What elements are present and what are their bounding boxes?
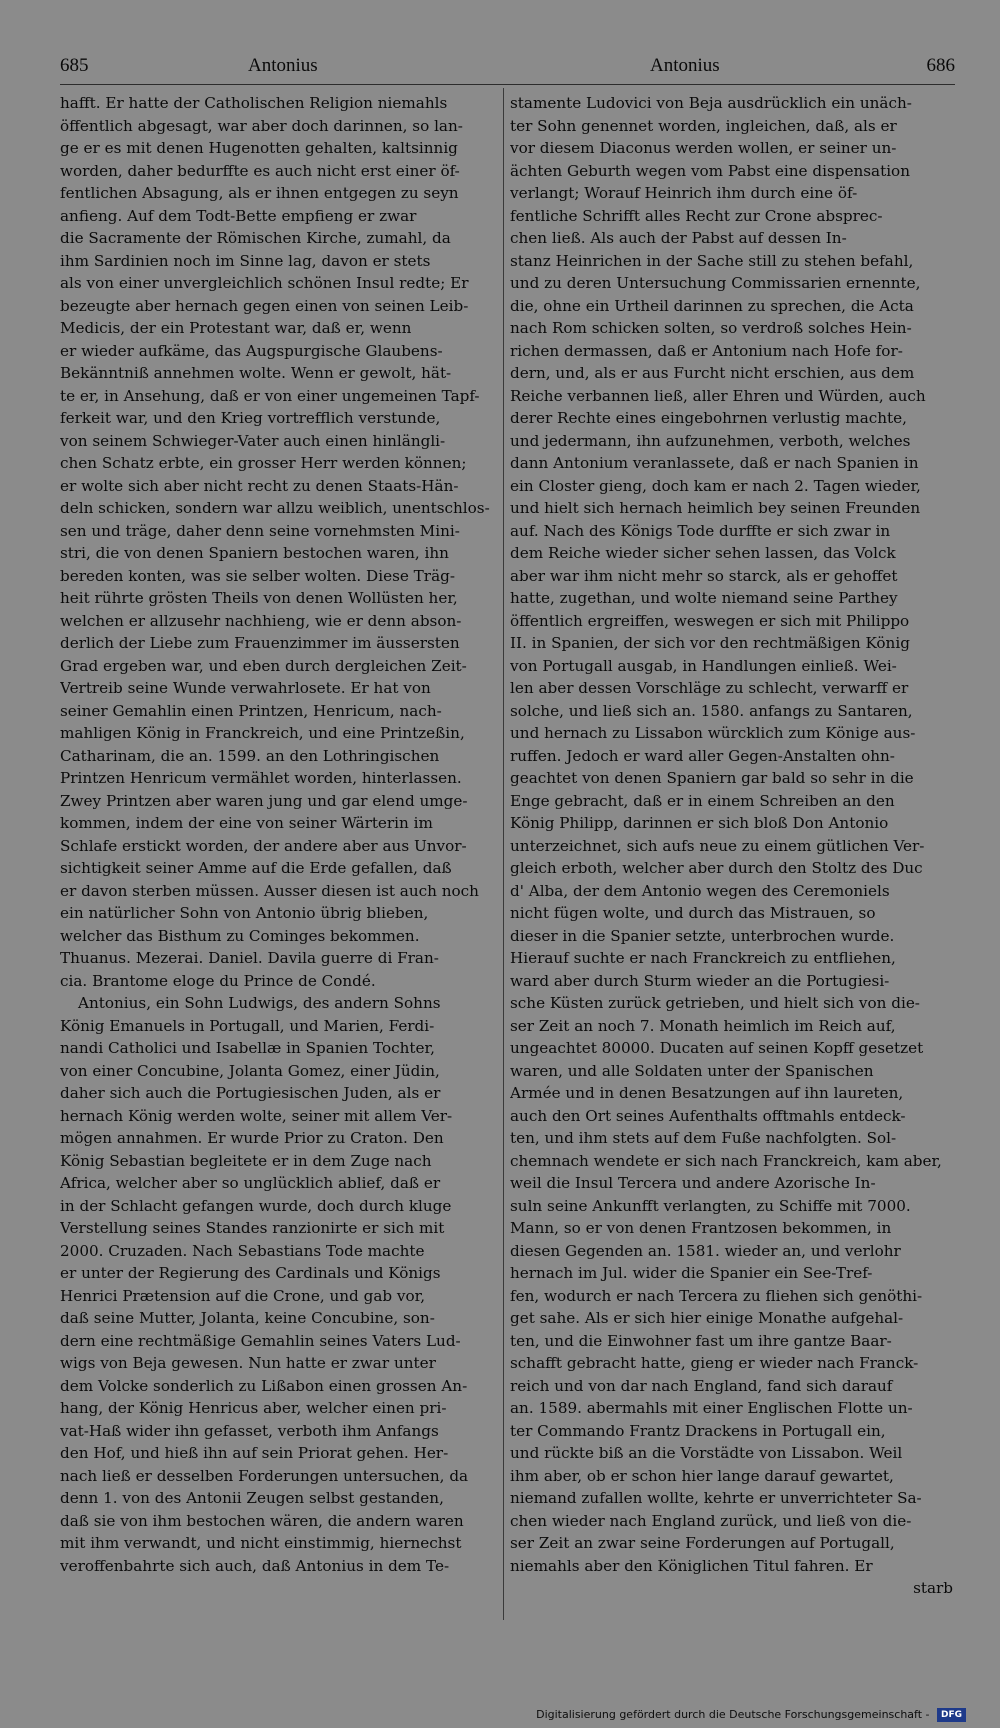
text-line: reich und von dar nach England, fand sich darauf: [510, 1376, 893, 1395]
text-line: dern eine rechtmäßige Gemahlin seines Vaters Lud-: [60, 1331, 461, 1350]
text-line: bereden konten, was sie selber wolten. Diese Träg-: [60, 566, 455, 585]
text-line: cia. Brantome eloge du Prince de Condé.: [60, 971, 376, 990]
text-line: welcher das Bisthum zu Cominges bekommen.: [60, 926, 420, 945]
text-line: in der Schlacht gefangen wurde, doch durch kluge: [60, 1196, 452, 1215]
text-line: Bekänntniß annehmen wolte. Wenn er gewolt, hät-: [60, 364, 452, 382]
text-line: len aber dessen Vorschläge zu schlecht, verwarff er: [510, 679, 909, 697]
text-line: er davon sterben müssen. Ausser diesen ist auch noch: [60, 881, 479, 900]
running-title-left: Antonius: [248, 55, 318, 76]
text-line: dem Volcke sonderlich zu Lißabon einen grossen An-: [60, 1376, 468, 1395]
text-line: Vertreib seine Wunde verwahrlosete. Er hat von: [60, 679, 431, 697]
text-line: ter Commando Frantz Drackens in Portugall ein,: [510, 1421, 886, 1440]
text-line: und rückte biß an die Vorstädte von Lissabon. Weil: [510, 1444, 903, 1462]
text-line: daß sie von ihm bestochen wären, die andern waren: [60, 1511, 464, 1530]
text-line: fen, wodurch er nach Tercera zu fliehen sich genöthi-: [510, 1286, 923, 1305]
text-line: die, ohne ein Urtheil darinnen zu sprechen, die Acta: [510, 296, 914, 315]
text-line: chen ließ. Als auch der Pabst auf dessen In-: [510, 229, 847, 247]
text-line: er unter der Regierung des Cardinals und Königs: [60, 1264, 441, 1282]
text-line: get sahe. Als er sich hier einige Monathe aufgehal-: [510, 1309, 904, 1327]
text-line: Armée und in denen Besatzungen auf ihn laureten,: [510, 1084, 904, 1102]
text-line: hatte, zugethan, und wolte niemand seine Parthey: [510, 589, 898, 607]
dfg-logo: DFG: [937, 1708, 966, 1722]
text-line: Zwey Printzen aber waren jung und gar elend umge-: [60, 791, 468, 810]
text-line: heit rührte grösten Theils von denen Wollüsten her,: [60, 589, 458, 607]
text-line: waren, und alle Soldaten unter der Spanischen: [510, 1061, 874, 1080]
text-line: stanz Heinrichen in der Sache still zu stehen befahl,: [510, 251, 914, 270]
text-line: von Portugall ausgab, in Handlungen einließ. Wei-: [510, 656, 897, 675]
text-line: ward aber durch Sturm wieder an die Portugiesi-: [510, 971, 890, 990]
footer-text: Digitalisierung gefördert durch die Deutsche Forschungsgemeinschaft -: [536, 1708, 930, 1721]
text-line: nicht fügen wolte, und durch das Mistrauen, so: [510, 904, 876, 922]
text-line: als von einer unvergleichlich schönen Insul redte; Er: [60, 274, 469, 292]
text-line: te er, in Ansehung, daß er von einer ungemeinen Tapf-: [60, 386, 480, 405]
text-line: geachtet von denen Spaniern gar bald so sehr in die: [510, 769, 914, 787]
text-line: Hierauf suchte er nach Franckreich zu entfliehen,: [510, 949, 896, 967]
text-line: Thuanus. Mezerai. Daniel. Davila guerre di Fran-: [60, 949, 439, 967]
text-line: und hernach zu Lissabon würcklich zum Könige aus-: [510, 724, 916, 742]
text-line: gleich erboth, welcher aber durch den Stoltz des Duc: [510, 859, 923, 877]
text-line: ihm Sardinien noch im Sinne lag, davon er stets: [60, 251, 431, 270]
text-line: chen Schatz erbte, ein grosser Herr werden können;: [60, 454, 467, 472]
text-line: ein Closter gieng, doch kam er nach 2. Tagen wieder,: [510, 476, 921, 495]
text-line: er wieder aufkäme, das Augspurgische Glaubens-: [60, 341, 443, 360]
text-line: ge er es mit denen Hugenotten gehalten, kaltsinnig: [60, 139, 458, 157]
text-line: sichtigkeit seiner Amme auf die Erde gefallen, daß: [60, 859, 452, 877]
text-line: hernach im Jul. wider die Spanier ein See-Tref-: [510, 1264, 873, 1282]
text-line: diesen Gegenden an. 1581. wieder an, und verlohr: [510, 1241, 901, 1260]
text-line: chemnach wendete er sich nach Franckreich, kam aber,: [510, 1151, 942, 1170]
text-line: Verstellung seines Standes ranzionirte er sich mit: [60, 1219, 445, 1237]
text-line: fentliche Schrifft alles Recht zur Crone absprec-: [510, 206, 883, 225]
text-line: sen und träge, daher denn seine vornehmsten Mini-: [60, 521, 460, 540]
text-line: hernach König werden wolte, seiner mit allem Ver-: [60, 1106, 453, 1125]
column-divider: [503, 88, 504, 1620]
text-line: daß seine Mutter, Jolanta, keine Concubine, son-: [60, 1309, 435, 1327]
text-line: ein natürlicher Sohn von Antonio übrig blieben,: [60, 904, 429, 922]
footer-credit: [536, 1708, 966, 1722]
text-line: ruffen. Jedoch er ward aller Gegen-Anstalten ohn-: [510, 746, 895, 765]
text-line: ungeachtet 80000. Ducaten auf seinen Kopff gesetzet: [510, 1039, 924, 1057]
text-line: Catharinam, die an. 1599. an den Lothringischen: [60, 746, 440, 765]
text-line: seiner Gemahlin einen Printzen, Henricum, nach-: [60, 701, 442, 720]
text-line: II. in Spanien, der sich vor den rechtmäßigen König: [510, 634, 910, 652]
text-line: aber war ihm nicht mehr so starck, als er gehoffet: [510, 566, 898, 585]
text-line: worden, daher bedurffte es auch nicht erst einer öf-: [60, 161, 460, 180]
text-line: suln seine Ankunfft verlangten, zu Schiffe mit 7000.: [510, 1196, 911, 1215]
running-title-right: Antonius: [650, 55, 720, 76]
right-column: [510, 92, 953, 1692]
text-line: weil die Insul Tercera und andere Azorische In-: [510, 1174, 876, 1192]
text-line: Reiche verbannen ließ, aller Ehren und Würden, auch: [510, 386, 926, 405]
left-column: [60, 92, 496, 1692]
text-line: ter Sohn genennet worden, ingleichen, daß, als er: [510, 116, 897, 135]
text-line: stamente Ludovici von Beja ausdrücklich ein unäch-: [510, 94, 912, 112]
text-line: er wolte sich aber nicht recht zu denen Staats-Hän-: [60, 476, 459, 495]
text-line: fentlichen Absagung, als er ihnen entgegen zu seyn: [60, 184, 459, 202]
text-line: anfieng. Auf dem Todt-Bette empfieng er zwar: [60, 206, 417, 225]
text-line: niemahls aber den Königlichen Titul fahren. Er: [510, 1556, 873, 1575]
text-line: derer Rechte eines eingebohrnen verlustig machte,: [510, 409, 907, 427]
text-line: dieser in die Spanier setzte, unterbrochen wurde.: [510, 926, 895, 945]
text-line: von seinem Schwieger-Vater auch einen hinlängli-: [60, 431, 446, 450]
text-line: veroffenbahrte sich auch, daß Antonius in dem Te-: [60, 1556, 450, 1575]
text-line: nandi Catholici und Isabellæ in Spanien Tochter,: [60, 1039, 435, 1057]
text-line: nach Rom schicken solten, so verdroß solches Hein-: [510, 319, 912, 337]
page-number-right: 686: [926, 55, 955, 76]
text-line: auf. Nach des Königs Tode durffte er sich zwar in: [510, 521, 891, 540]
text-line: ihm aber, ob er schon hier lange darauf gewartet,: [510, 1466, 894, 1485]
text-line: Medicis, der ein Protestant war, daß er, wenn: [60, 319, 412, 337]
text-line: mögen annahmen. Er wurde Prior zu Craton. Den: [60, 1129, 444, 1147]
text-line: König Philipp, darinnen er sich bloß Don Antonio: [510, 814, 889, 832]
text-line: und jedermann, ihn aufzunehmen, verboth, welches: [510, 431, 911, 450]
text-line: niemand zufallen wollte, kehrte er unverrichteter Sa-: [510, 1489, 922, 1507]
text-line: öffentlich ergreiffen, weswegen er sich mit Philippo: [510, 611, 910, 630]
text-line: Schlafe erstickt worden, der andere aber aus Unvor-: [60, 836, 467, 855]
text-line: verlangt; Worauf Heinrich ihm durch eine öf-: [510, 184, 858, 202]
text-line: bezeugte aber hernach gegen einen von seinen Leib-: [60, 296, 469, 315]
text-line: von einer Concubine, Jolanta Gomez, einer Jüdin,: [60, 1061, 440, 1080]
text-line: den Hof, und hieß ihn auf sein Priorat gehen. Her-: [60, 1444, 449, 1462]
text-line: Antonius, ein Sohn Ludwigs, des andern Sohns: [78, 994, 441, 1012]
text-line: vat-Haß wider ihn gefasset, verboth ihm Anfangs: [60, 1421, 439, 1440]
text-line: nach ließ er desselben Forderungen untersuchen, da: [60, 1466, 469, 1485]
text-line: ten, und ihm stets auf dem Fuße nachfolgten. Sol-: [510, 1129, 897, 1147]
text-line: Grad ergeben war, und eben durch dergleichen Zeit-: [60, 656, 467, 675]
text-line: daher sich auch die Portugiesischen Juden, als er: [60, 1084, 441, 1102]
text-line: wigs von Beja gewesen. Nun hatte er zwar unter: [60, 1354, 436, 1372]
text-line: kommen, indem der eine von seiner Wärterin im: [60, 814, 433, 832]
text-line: dann Antonium veranlassete, daß er nach Spanien in: [510, 454, 919, 472]
text-line: starb: [913, 1579, 953, 1597]
text-line: und hielt sich hernach heimlich bey seinen Freunden: [510, 499, 921, 517]
text-line: derlich der Liebe zum Frauenzimmer im äussersten: [60, 634, 460, 652]
text-line: Mann, so er von denen Frantzosen bekommen, in: [510, 1219, 892, 1237]
text-line: Enge gebracht, daß er in einem Schreiben an den: [510, 791, 895, 810]
text-line: dem Reiche wieder sicher sehen lassen, das Volck: [510, 544, 896, 562]
text-line: Printzen Henricum vermählet worden, hinterlassen.: [60, 769, 462, 787]
text-line: hafft. Er hatte der Catholischen Religion niemahls: [60, 94, 448, 112]
text-line: schafft gebracht hatte, gieng er wieder nach Franck-: [510, 1354, 919, 1372]
text-line: öffentlich abgesagt, war aber doch darinnen, so lan-: [60, 116, 463, 135]
text-line: chen wieder nach England zurück, und ließ von die-: [510, 1511, 912, 1530]
text-line: solche, und ließ sich an. 1580. anfangs zu Santaren,: [510, 701, 913, 720]
text-line: an. 1589. abermahls mit einer Englischen Flotte un-: [510, 1399, 913, 1417]
text-line: ser Zeit an noch 7. Monath heimlich im Reich auf,: [510, 1016, 896, 1035]
text-line: mahligen König in Franckreich, und eine Printzeßin,: [60, 724, 465, 742]
text-line: hang, der König Henricus aber, welcher einen pri-: [60, 1399, 447, 1417]
text-line: mit ihm verwandt, und nicht einstimmig, hiernechst: [60, 1534, 462, 1552]
text-line: stri, die von denen Spaniern bestochen waren, ihn: [60, 544, 449, 562]
text-line: König Emanuels in Portugall, und Marien, Ferdi-: [60, 1016, 435, 1035]
text-line: welchen er allzusehr nachhieng, wie er denn abson-: [60, 611, 462, 630]
header-rule: [60, 84, 955, 85]
text-line: 2000. Cruzaden. Nach Sebastians Tode machte: [60, 1241, 425, 1260]
text-line: unterzeichnet, sich aufs neue zu einem gütlichen Ver-: [510, 836, 925, 855]
text-line: ten, und die Einwohner fast um ihre gantze Baar-: [510, 1331, 892, 1350]
text-line: vor diesem Diaconus werden wollen, er seiner un-: [510, 139, 897, 157]
text-line: deln schicken, sondern war allzu weiblich, unentschlos-: [60, 499, 490, 517]
text-line: die Sacramente der Römischen Kirche, zumahl, da: [60, 229, 451, 247]
text-line: ächten Geburth wegen vom Pabst eine dispensation: [510, 161, 910, 180]
text-line: d' Alba, der dem Antonio wegen des Ceremoniels: [510, 881, 890, 900]
text-line: sche Küsten zurück getrieben, und hielt sich von die-: [510, 994, 920, 1012]
text-line: ser Zeit an zwar seine Forderungen auf Portugall,: [510, 1534, 895, 1552]
text-line: König Sebastian begleitete er in dem Zuge nach: [60, 1151, 432, 1170]
running-head: [60, 55, 955, 85]
text-line: Africa, welcher aber so unglücklich ablief, daß er: [60, 1174, 441, 1192]
text-line: richen dermassen, daß er Antonium nach Hofe for-: [510, 341, 903, 360]
text-line: Henrici Prætension auf die Crone, und gab vor,: [60, 1286, 426, 1305]
text-line: dern, und, als er aus Furcht nicht erschien, aus dem: [510, 364, 915, 382]
text-line: auch den Ort seines Aufenthalts offtmahls entdeck-: [510, 1106, 906, 1125]
text-line: ferkeit war, und den Krieg vortrefflich verstunde,: [60, 409, 441, 427]
page-number-left: 685: [60, 55, 89, 76]
text-line: denn 1. von des Antonii Zeugen selbst gestanden,: [60, 1489, 444, 1507]
text-line: und zu deren Untersuchung Commissarien ernennte,: [510, 274, 921, 292]
